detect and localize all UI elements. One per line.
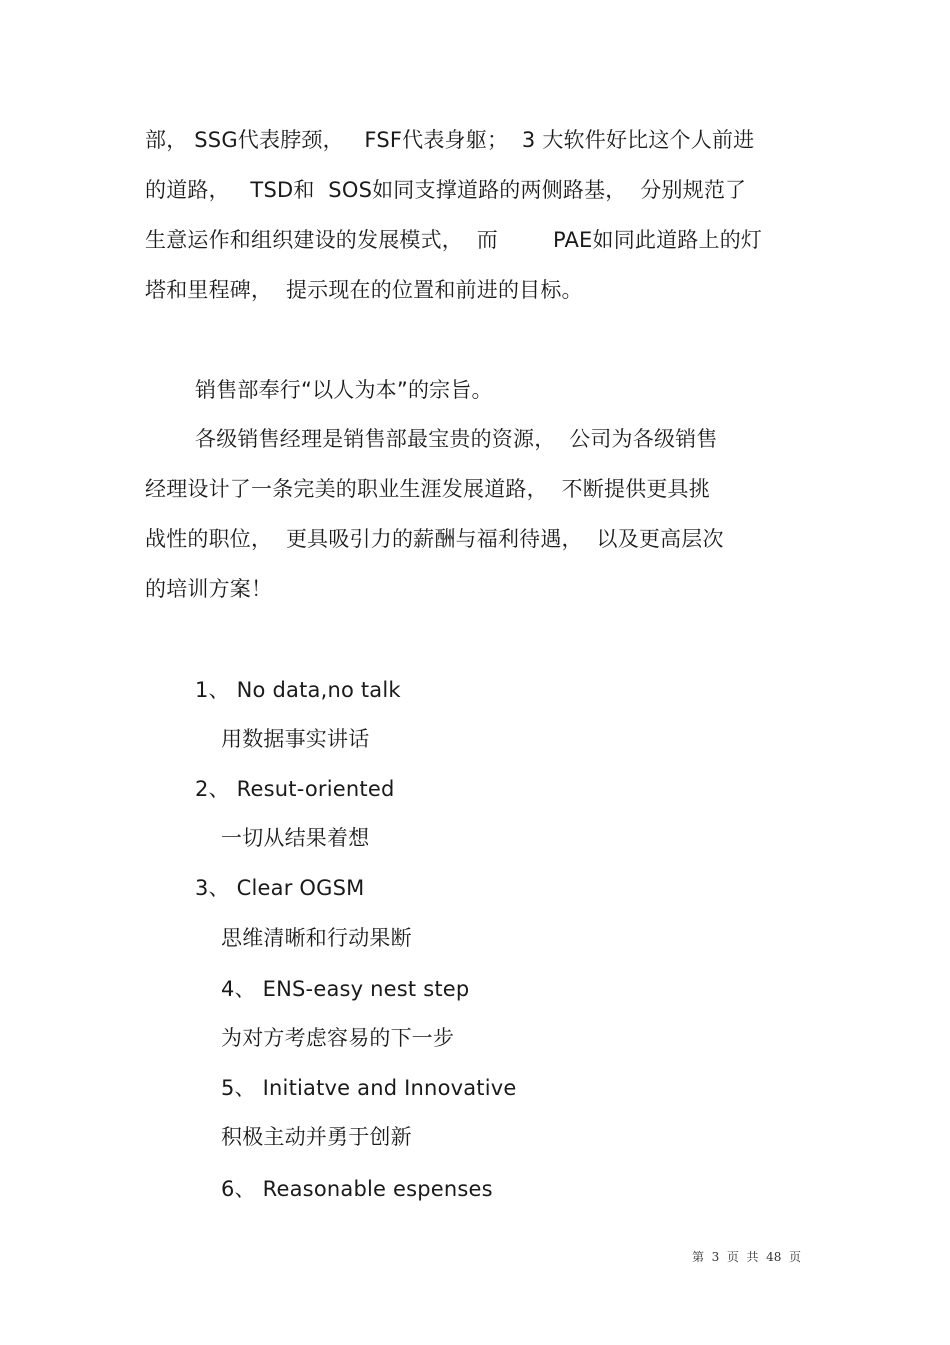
list-item-2-desc: 一切从结果着想 <box>221 826 370 850</box>
paragraph-1-line-4: 塔和里程碑， 提示现在的位置和前进的目标。 <box>145 278 583 302</box>
list-item-1-desc: 用数据事实讲话 <box>221 727 370 751</box>
list-item-6-title: 6、 Reasonable espenses <box>221 1177 493 1201</box>
paragraph-3-line-4: 的培训方案！ <box>145 577 273 601</box>
list-item-3-desc: 思维清晰和行动果断 <box>221 926 412 950</box>
paragraph-3-line-2: 经理设计了一条完美的职业生涯发展道路， 不断提供更具挑 <box>145 477 710 501</box>
page-number-footer: 第 3 页 共 48 页 <box>692 1250 802 1264</box>
paragraph-3-line-3: 战性的职位， 更具吸引力的薪酬与福利待遇， 以及更高层次 <box>145 527 724 551</box>
list-item-4-title: 4、 ENS-easy nest step <box>221 977 470 1001</box>
paragraph-1-line-2: 的道路， TSD和 SOS如同支撑道路的两侧路基， 分别规范了 <box>145 178 747 202</box>
list-item-3-title: 3、 Clear OGSM <box>195 876 365 900</box>
list-item-1-title: 1、 No data,no talk <box>195 678 401 702</box>
paragraph-2-line-1: 销售部奉行“以人为本”的宗旨。 <box>195 378 493 402</box>
list-item-4-desc: 为对方考虑容易的下一步 <box>221 1026 455 1050</box>
paragraph-3-line-1: 各级销售经理是销售部最宝贵的资源， 公司为各级销售 <box>195 427 718 451</box>
paragraph-1-line-3: 生意运作和组织建设的发展模式， 而 PAE如同此道路上的灯 <box>145 228 763 252</box>
list-item-5-desc: 积极主动并勇于创新 <box>221 1125 412 1149</box>
list-item-2-title: 2、 Resut-oriented <box>195 777 395 801</box>
list-item-5-title: 5、 Initiatve and Innovative <box>221 1076 517 1100</box>
paragraph-1-line-1: 部， SSG代表脖颈， FSF代表身躯； 3 大软件好比这个人前进 <box>145 128 755 152</box>
